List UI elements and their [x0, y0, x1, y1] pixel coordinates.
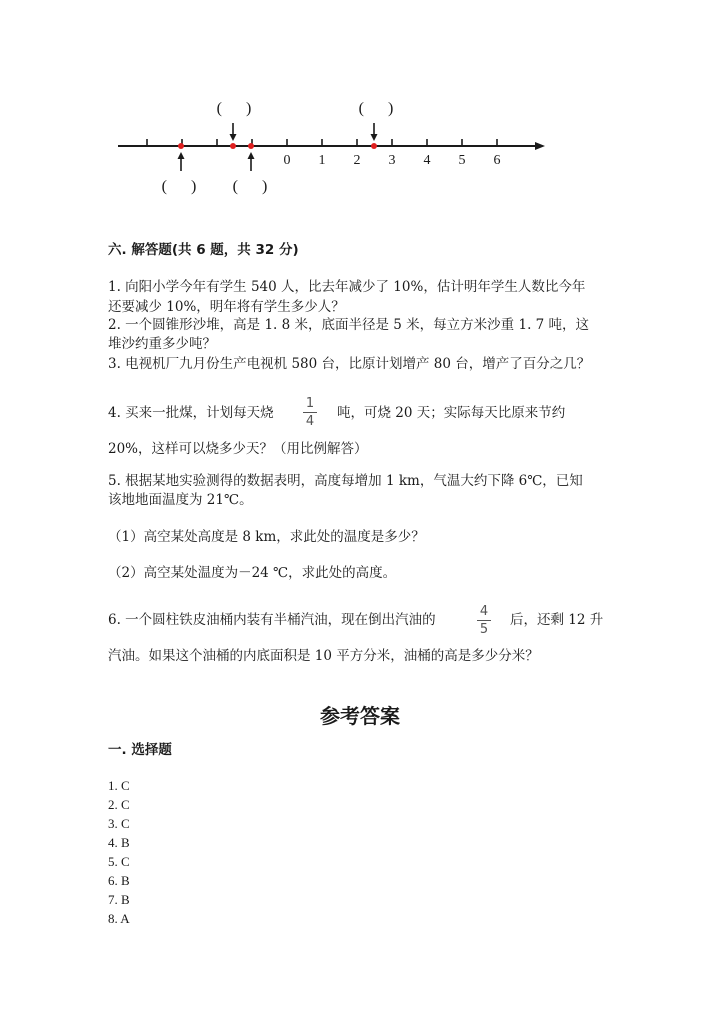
- question-2-line-1: 2. 一个圆锥形沙堆，高是 1. 8 米，底面半径是 5 米，每立方米沙重 1. 7 吨，这: [108, 317, 590, 333]
- question-4-part-c: 20%，这样可以烧多少天？（用比例解答）: [108, 441, 368, 457]
- question-6-part-a: 6. 一个圆柱铁皮油桶内装有半桶汽油，现在倒出汽油的: [108, 612, 436, 628]
- question-6-part-c: 汽油。如果这个油桶的内底面积是 10 平方分米，油桶的高是多少分米？: [108, 648, 539, 664]
- tick-label-4: 4: [423, 153, 431, 168]
- section-title: 六. 解答题(共 6 题，共 32 分): [108, 242, 299, 258]
- fraction-denominator: 4: [305, 414, 315, 429]
- question-4-fraction: [303, 396, 317, 429]
- answer-item: 7. B: [108, 892, 130, 907]
- arrow-up-a: [178, 152, 185, 171]
- question-5-line-1: 5. 根据某地实验测得的数据表明，高度每增加 1 km，气温大约下降 6℃，已知: [108, 473, 583, 489]
- question-3: 3. 电视机厂九月份生产电视机 580 台，比原计划增产 80 台，增产了百分之几？: [108, 356, 591, 372]
- answer-item: 3. C: [108, 816, 130, 831]
- question-1-line-2: 还要减少 10%，明年将有学生多少人？: [108, 299, 345, 315]
- question-6-part-b: 后，还剩 12 升: [510, 612, 604, 628]
- fraction-bar: [303, 412, 317, 413]
- axis-arrowhead: [535, 142, 545, 150]
- fraction-numerator: 4: [479, 604, 489, 619]
- point-a: [178, 143, 184, 149]
- question-5-sub-1: （1）高空某处高度是 8 km，求此处的温度是多少？: [108, 529, 425, 545]
- question-5-line-2: 该地地面温度为 21℃。: [108, 492, 253, 508]
- point-b: [230, 143, 236, 149]
- fraction-numerator: 1: [305, 396, 315, 411]
- question-1-line-1: 1. 向阳小学今年有学生 540 人，比去年减少了 10%，估计明年学生人数比今年: [108, 279, 586, 295]
- point-c: [248, 143, 254, 149]
- number-line-figure: [0, 0, 720, 215]
- question-4-part-b: 吨，可烧 20 天；实际每天比原来节约: [337, 405, 566, 421]
- question-6-fraction: [477, 604, 491, 637]
- tick-label-1: 1: [318, 153, 326, 168]
- question-5-sub-2: （2）高空某处温度为－24 ℃，求此处的高度。: [108, 565, 397, 581]
- tick-label-5: 5: [458, 153, 466, 168]
- fraction-bar: [477, 620, 491, 621]
- answer-item: 1. C: [108, 778, 130, 793]
- question-2-line-2: 堆沙约重多少吨？: [108, 336, 216, 352]
- question-4-part-a: 4. 买来一批煤，计划每天烧: [108, 405, 274, 421]
- blank-below-c: ( ): [232, 178, 268, 195]
- blank-above-d: ( ): [358, 100, 394, 117]
- fraction-denominator: 5: [479, 622, 489, 637]
- tick-label-3: 3: [388, 153, 396, 168]
- tick-marks: [147, 139, 497, 146]
- answer-key-title: 参考答案: [320, 704, 400, 728]
- answer-item: 6. B: [108, 873, 130, 888]
- answers-section-title: 一. 选择题: [108, 742, 172, 758]
- blank-below-a: ( ): [161, 178, 197, 195]
- answer-item: 4. B: [108, 835, 130, 850]
- arrow-up-c: [248, 152, 255, 171]
- blank-above-b: ( ): [216, 100, 252, 117]
- arrow-down-b: [230, 123, 237, 141]
- answer-item: 5. C: [108, 854, 130, 869]
- answer-item: 2. C: [108, 797, 130, 812]
- tick-label-6: 6: [493, 153, 501, 168]
- tick-label-2: 2: [353, 153, 361, 168]
- point-d: [371, 143, 377, 149]
- arrow-down-d: [371, 123, 378, 141]
- answer-item: 8. A: [108, 911, 130, 926]
- tick-label-0: 0: [283, 153, 291, 168]
